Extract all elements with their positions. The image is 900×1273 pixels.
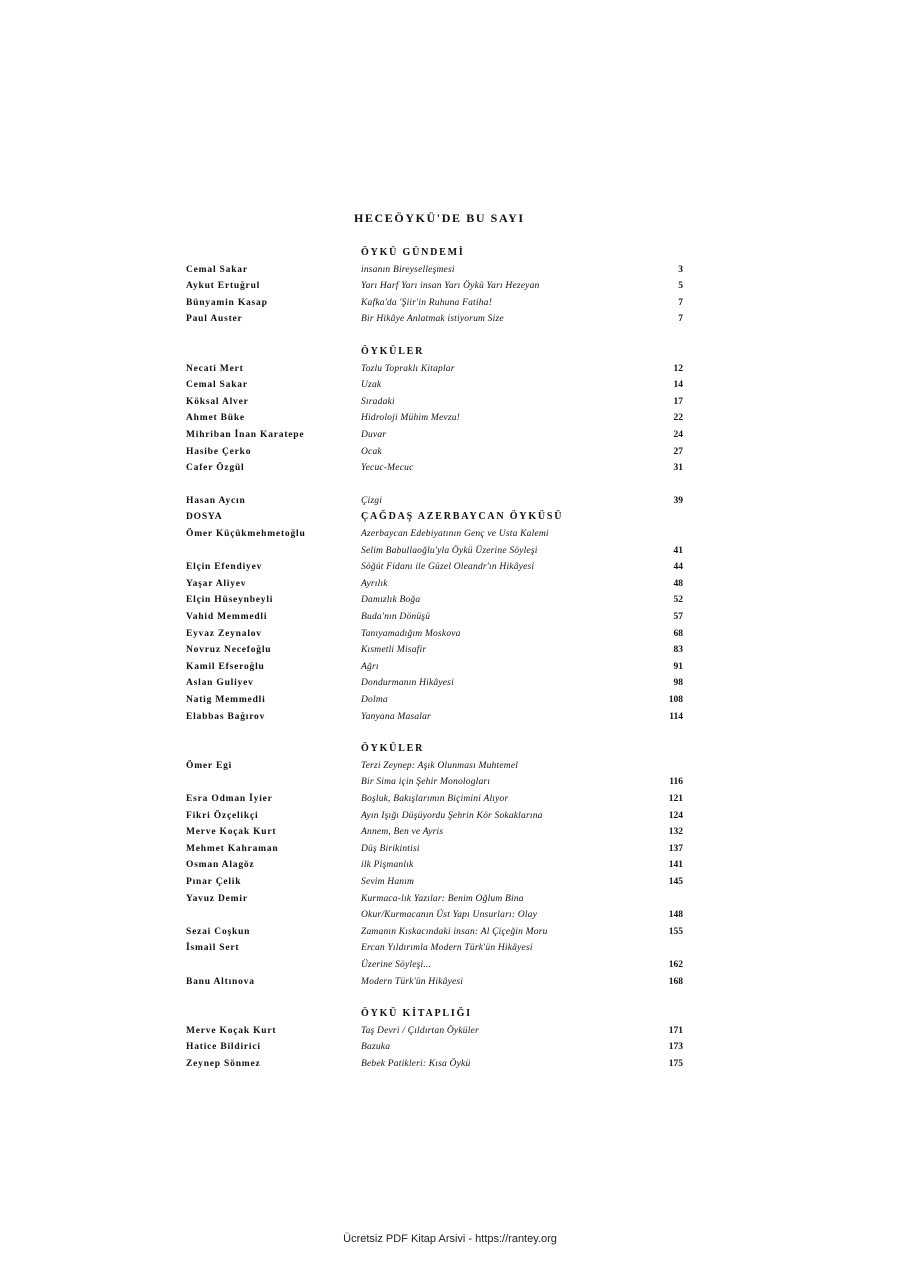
work-title: Ağrı <box>361 661 379 672</box>
work-title: Çizgi <box>361 495 383 506</box>
toc-entry <box>0 675 900 691</box>
page-number: 145 <box>668 877 683 887</box>
author-name: İsmail Sert <box>186 943 240 954</box>
page-number: 3 <box>678 264 683 275</box>
toc-entry <box>0 311 900 327</box>
page-title: HECEÖYKÜ'DE BU SAYI <box>354 211 525 225</box>
toc-entry <box>0 924 900 940</box>
author-name: Elçin Hüseynbeyli <box>186 595 274 606</box>
toc-entry <box>0 907 900 923</box>
page-number: 121 <box>668 794 683 804</box>
work-title: Boşluk, Bakışlarımın Biçimini Alıyor <box>361 794 509 804</box>
author-name: Natig Memmedli <box>186 695 266 705</box>
work-title: Hidroloji Mühim Mevzu! <box>361 413 461 424</box>
toc-entry <box>0 427 900 443</box>
work-title: Duvar <box>361 430 387 440</box>
page-number: 12 <box>673 363 683 374</box>
toc-entry <box>0 957 900 973</box>
author-name: Merve Koçak Kurt <box>186 1025 277 1036</box>
toc-entry <box>0 609 900 625</box>
page-number: 98 <box>673 678 683 689</box>
page-number: 68 <box>673 628 683 639</box>
author-name: Vahid Memmedli <box>186 612 268 622</box>
work-title: Kısmetli Misafir <box>361 645 427 656</box>
author-name: Mihriban İnan Karatepe <box>186 430 305 440</box>
author-name: Kamil Efseroğlu <box>186 661 265 672</box>
work-title: Yarı Harf Yarı insan Yarı Öykü Yarı Hezeyan <box>361 281 540 292</box>
toc-entry <box>0 659 900 675</box>
author-name: Ömer Egi <box>186 760 233 771</box>
toc-entry <box>0 940 900 956</box>
author-name: Banu Altınova <box>186 976 255 987</box>
work-title: Selim Babullaoğlu'yla Öykü Üzerine Söyleşi <box>361 545 538 556</box>
page-number: 7 <box>678 314 683 325</box>
page-number: 7 <box>678 297 683 308</box>
page-number: 137 <box>668 843 683 854</box>
toc-entry <box>0 857 900 873</box>
work-title: ilk Pişmanlık <box>361 860 414 871</box>
work-title: insanın Bireyselleşmesi <box>361 264 455 275</box>
work-title: Ayın Işığı Düşüyordu Şehrin Kör Sokaklarına <box>361 810 543 821</box>
work-title: Annem, Ben ve Ayris <box>361 827 444 838</box>
toc-entry <box>0 444 900 460</box>
page-number: 155 <box>668 926 683 937</box>
page-number: 132 <box>668 827 683 838</box>
toc-entry <box>0 974 900 990</box>
toc-entry <box>0 1039 900 1055</box>
author-name: Yavuz Demir <box>186 893 248 904</box>
work-title: Taş Devri / Çıldırtan Öyküler <box>361 1025 479 1036</box>
author-name: Cemal Sakar <box>186 264 248 275</box>
author-name: DOSYA <box>186 512 223 523</box>
section-title: ÇAĞDAŞ AZERBAYCAN ÖYKÜSÜ <box>361 511 564 523</box>
author-name: Aykut Ertuğrul <box>186 281 261 292</box>
toc-entry <box>0 808 900 824</box>
toc-entry <box>0 758 900 774</box>
toc-entry <box>0 692 900 708</box>
page-number: 108 <box>668 695 683 705</box>
page-number: 114 <box>669 711 683 722</box>
toc-entry <box>0 493 900 509</box>
page-number: 5 <box>678 281 683 292</box>
page-number: 141 <box>668 860 683 871</box>
page-number: 52 <box>673 595 683 606</box>
author-name: Hasan Aycın <box>186 495 246 506</box>
toc-entry <box>0 791 900 807</box>
author-name: Ömer Küçükmehmetoğlu <box>186 529 306 539</box>
toc-entry <box>0 891 900 907</box>
work-title: Tozlu Topraklı Kitaplar <box>361 363 455 374</box>
work-title: Bir Hikâye Anlatmak istiyorum Size <box>361 314 504 325</box>
work-title: Üzerine Söyleşi... <box>361 960 432 970</box>
author-name: Zeynep Sönmez <box>186 1059 261 1069</box>
toc-entry <box>0 394 900 410</box>
page-number: 14 <box>673 380 683 391</box>
toc-entry <box>0 1023 900 1039</box>
work-title: Uzak <box>361 380 382 391</box>
author-name: Hasibe Çerko <box>186 446 252 457</box>
author-name: Sezai Coşkun <box>186 926 251 937</box>
page-number: 91 <box>673 661 683 672</box>
work-title: Modern Türk'ün Hikâyesi <box>361 976 464 987</box>
page-number: 39 <box>673 495 683 506</box>
author-name: Yaşar Aliyev <box>186 578 247 589</box>
work-title: Ercan Yıldırımla Modern Türk'ün Hikâyesi <box>361 943 533 954</box>
page-number: 17 <box>673 396 683 407</box>
toc-entry <box>0 361 900 377</box>
author-name: Elçin Efendiyev <box>186 562 263 573</box>
work-title: Dondurmanın Hikâyesi <box>361 678 454 689</box>
work-title: Kurmaca-lık Yazılar: Benim Oğlum Bina <box>361 893 524 904</box>
author-name: Mehmet Kahraman <box>186 843 279 854</box>
work-title: Zamanın Kıskacındaki insan: Al Çiçeğin Moru <box>361 926 548 937</box>
page-number: 22 <box>673 413 683 424</box>
work-title: Bebek Patikleri: Kısa Öykü <box>361 1059 471 1069</box>
author-name: Cemal Sakar <box>186 380 248 391</box>
work-title: Damızlık Boğa <box>361 595 421 606</box>
work-title: Söğüt Fidanı ile Güzel Oleandr'ın Hikâyesi <box>361 562 535 573</box>
section-heading <box>0 344 900 360</box>
author-name: Osman Alagöz <box>186 860 255 871</box>
section-title: ÖYKÜ GÜNDEMİ <box>361 247 465 258</box>
author-name: Bünyamin Kasap <box>186 297 268 308</box>
work-title: Bir Sima için Şehir Monologları <box>361 777 491 788</box>
page-number: 27 <box>673 446 683 457</box>
toc-entry <box>0 642 900 658</box>
toc-entry <box>0 709 900 725</box>
page-number: 168 <box>668 976 683 987</box>
toc-entry <box>0 774 900 790</box>
work-title: Ayrılık <box>361 578 388 589</box>
page-number: 31 <box>673 463 683 474</box>
work-title: Buda'nın Dönüşü <box>361 612 431 622</box>
work-title: Düş Birikintisi <box>361 843 420 854</box>
work-title: Yanyana Masalar <box>361 711 431 722</box>
work-title: Okur/Kurmacanın Üst Yapı Unsurları: Olay <box>361 910 538 921</box>
author-name: Köksal Alver <box>186 396 249 407</box>
toc-entry <box>0 1056 900 1072</box>
work-title: Ocak <box>361 446 382 457</box>
page-number: 116 <box>669 777 683 788</box>
page-number: 57 <box>673 612 683 622</box>
author-name: Paul Auster <box>186 314 243 325</box>
section-title: ÖYKÜ KİTAPLIĞI <box>361 1008 472 1020</box>
author-name: Esra Odman İyier <box>186 794 273 804</box>
work-title: Sevim Hanım <box>361 877 415 887</box>
page-number: 162 <box>668 960 683 970</box>
page-number: 41 <box>673 545 683 556</box>
page-number: 83 <box>673 645 683 656</box>
toc-entry <box>0 592 900 608</box>
toc-entry <box>0 824 900 840</box>
section-heading <box>0 741 900 757</box>
toc-entry <box>0 543 900 559</box>
author-name: Ahmet Büke <box>186 413 245 424</box>
page-number: 48 <box>673 578 683 589</box>
toc-entry <box>0 626 900 642</box>
work-title: Yecuc-Mecuc <box>361 463 414 474</box>
toc-entry <box>0 576 900 592</box>
author-name: Novruz Necefoğlu <box>186 645 272 656</box>
work-title: Terzi Zeynep: Aşık Olunması Muhtemel <box>361 760 519 771</box>
author-name: Aslan Guliyev <box>186 678 254 689</box>
author-name: Pınar Çelik <box>186 877 242 887</box>
work-title: Kafka'da 'Şiir'in Ruhuna Fatiha! <box>361 297 492 308</box>
toc-entry <box>0 841 900 857</box>
author-name: Hatice Bildirici <box>186 1042 261 1053</box>
page-number: 44 <box>673 562 683 573</box>
toc-entry <box>0 559 900 575</box>
toc-entry <box>0 377 900 393</box>
toc-entry <box>0 526 900 542</box>
author-name: Elabbas Bağırov <box>186 711 266 722</box>
author-name: Necati Mert <box>186 363 244 374</box>
section-heading <box>0 1006 900 1022</box>
page-number: 124 <box>668 810 683 821</box>
page-number: 24 <box>673 430 683 440</box>
section-heading <box>0 245 900 261</box>
toc-entry <box>0 874 900 890</box>
author-name: Cafer Özgül <box>186 463 245 474</box>
work-title: Tanıyamadığım Moskova <box>361 628 461 639</box>
author-name: Eyvaz Zeynalov <box>186 628 262 639</box>
section-title: ÖYKÜLER <box>361 346 425 357</box>
toc-entry <box>0 460 900 476</box>
footer-text: Ücretsiz PDF Kitap Arsivi - https://rantey.org <box>343 1233 557 1245</box>
toc-entry <box>0 509 900 525</box>
toc-entry <box>0 295 900 311</box>
author-name: Merve Koçak Kurt <box>186 827 277 838</box>
work-title: Dolma <box>361 695 388 705</box>
page-number: 173 <box>668 1042 683 1053</box>
page-number: 171 <box>668 1025 683 1036</box>
toc-entry <box>0 410 900 426</box>
page-number: 148 <box>668 910 683 921</box>
work-title: Azerbaycan Edebiyatının Genç ve Usta Kalemi <box>361 529 549 539</box>
toc-entry <box>0 262 900 278</box>
toc-entry <box>0 278 900 294</box>
author-name: Fikri Özçelikçi <box>186 810 259 821</box>
page-number: 175 <box>668 1059 683 1069</box>
section-title: ÖYKÜLER <box>361 743 425 755</box>
work-title: Bazuka <box>361 1042 391 1053</box>
work-title: Sıradaki <box>361 396 395 407</box>
